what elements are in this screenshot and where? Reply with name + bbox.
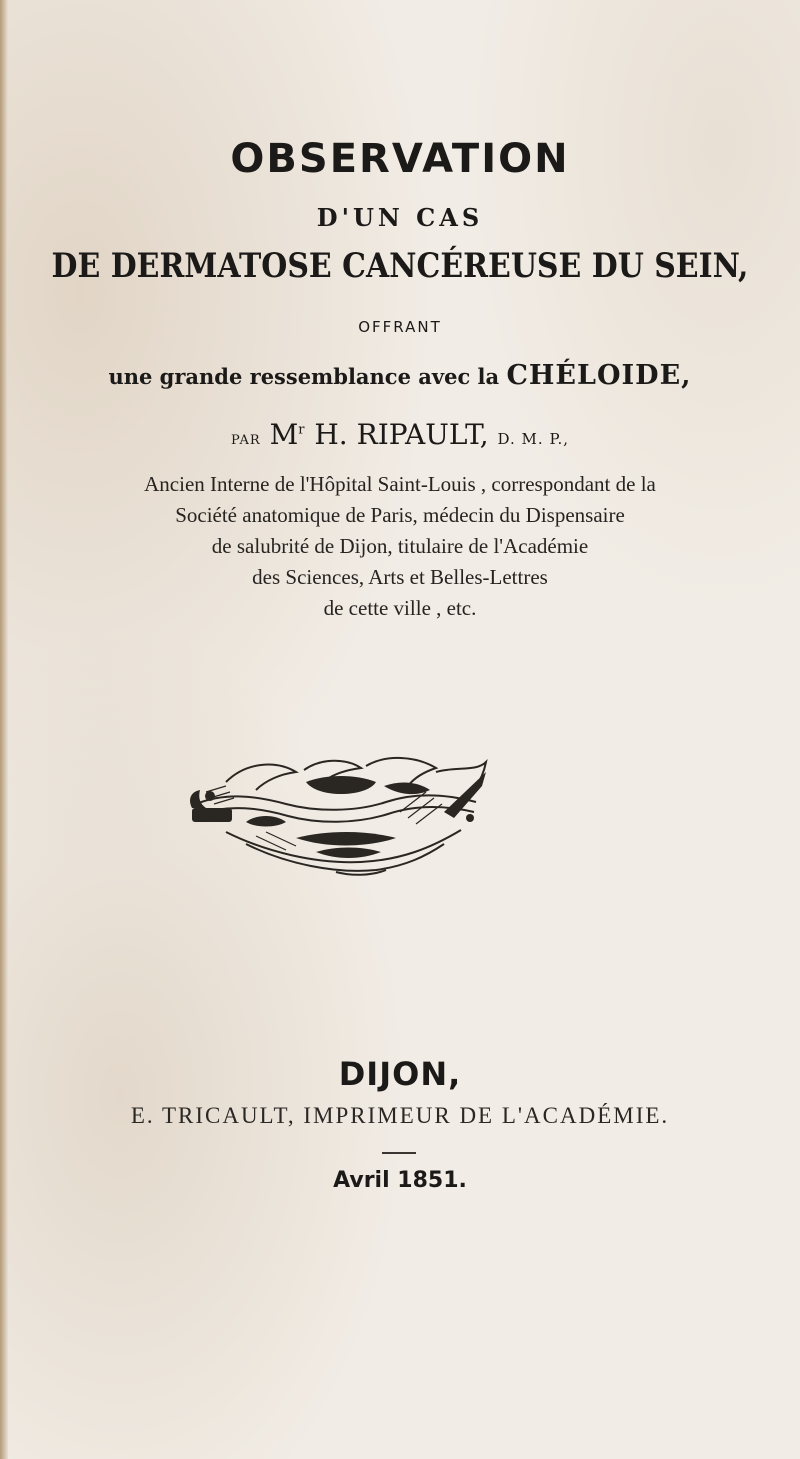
author-bio-line: des Sciences, Arts et Belles-Lettres [252, 565, 548, 589]
author-bio-line: de salubrité de Dijon, titulaire de l'Académie [211, 534, 589, 558]
main-title: DE DERMATOSE CANCÉREUSE DU SEIN, [51, 246, 749, 286]
publication-city: DIJON, [338, 1055, 462, 1093]
author-bio-line: de cette ville , etc. [323, 596, 477, 620]
page-subheading: D'UN CAS [316, 203, 484, 232]
printer-imprint: E. TRICAULT, IMPRIMEUR DE L'ACADÉMIE. [130, 1103, 670, 1128]
author-name: H. RIPAULT, [314, 418, 489, 451]
offrant-label: OFFRANT [358, 318, 442, 336]
printers-ornament-icon [186, 752, 492, 878]
publication-date: Avril 1851. [333, 1168, 467, 1193]
divider-rule [382, 1152, 416, 1154]
page-heading: OBSERVATION [230, 136, 570, 182]
resemblance-line [0, 360, 800, 391]
author-degree: D. M. P., [497, 430, 570, 448]
author-title: $M^r$ [269, 418, 306, 451]
author-prefix: PAR [230, 433, 261, 448]
resemblance-prefix: une grande ressemblance avec la [108, 364, 500, 389]
author-bio-line: Ancien Interne de l'Hôpital Saint-Louis , correspondant de la [144, 472, 656, 496]
author-bio-line: Société anatomique de Paris, médecin du Dispensaire [175, 503, 625, 527]
author-line [0, 418, 800, 451]
resemblance-term: CHÉLOIDE, [506, 360, 692, 391]
